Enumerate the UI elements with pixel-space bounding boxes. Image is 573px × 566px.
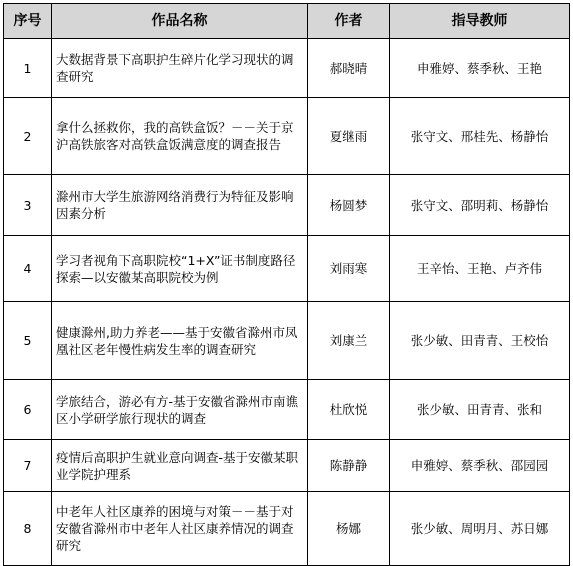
row-index: 2 [4,98,52,175]
table-row [4,492,570,566]
table-row [4,440,570,492]
row-title: 拿什么拯救你，我的高铁盒饭？－－关于京沪高铁旅客对高铁盒饭满意度的调查报告 [52,98,308,175]
row-title: 滁州市大学生旅游网络消费行为特征及影响因素分析 [52,175,308,236]
row-advisor: 申雅婷、蔡季秋、邵园园 [390,440,570,492]
row-title: 学旅结合，游必有方-基于安徽省滁州市南谯区小学研学旅行现状的调查 [52,380,308,440]
row-title: 健康滁州,助力养老——基于安徽省滁州市凤凰社区老年慢性病发生率的调查研究 [52,302,308,380]
table-row [4,98,570,175]
table-body [4,39,570,566]
row-author: 夏继雨 [308,98,390,175]
row-author: 杜欣悦 [308,380,390,440]
header-title: 作品名称 [52,4,308,39]
table-row [4,175,570,236]
row-advisor: 张少敏、田青青、张和 [390,380,570,440]
row-author: 刘雨寒 [308,236,390,302]
row-advisor: 张少敏、周明月、苏日娜 [390,492,570,566]
row-index: 1 [4,39,52,98]
table-header [4,4,570,39]
row-author: 杨圆梦 [308,175,390,236]
table-row [4,380,570,440]
works-table [3,3,570,566]
row-advisor: 张守文、邵明莉、杨静怡 [390,175,570,236]
row-advisor: 张少敏、田青青、王校怡 [390,302,570,380]
row-index: 8 [4,492,52,566]
header-advisor: 指导教师 [390,4,570,39]
row-advisor: 王辛怡、王艳、卢齐伟 [390,236,570,302]
header-author: 作者 [308,4,390,39]
row-title: 大数据背景下高职护生碎片化学习现状的调查研究 [52,39,308,98]
header-row [4,4,570,39]
table-row [4,39,570,98]
header-index: 序号 [4,4,52,39]
row-title: 中老年人社区康养的困境与对策－－基于对安徽省滁州市中老年人社区康养情况的调查研究 [52,492,308,566]
row-advisor: 申雅婷、蔡季秋、王艳 [390,39,570,98]
row-index: 6 [4,380,52,440]
table-row [4,302,570,380]
table-row [4,236,570,302]
row-index: 7 [4,440,52,492]
row-advisor: 张守文、邢桂先、杨静怡 [390,98,570,175]
row-author: 陈静静 [308,440,390,492]
row-author: 郝晓晴 [308,39,390,98]
row-author: 杨娜 [308,492,390,566]
row-title: 学习者视角下高职院校“1+X”证书制度路径探索—以安徽某高职院校为例 [52,236,308,302]
row-author: 刘康兰 [308,302,390,380]
row-title: 疫情后高职护生就业意向调查-基于安徽某职业学院护理系 [52,440,308,492]
row-index: 4 [4,236,52,302]
row-index: 5 [4,302,52,380]
row-index: 3 [4,175,52,236]
